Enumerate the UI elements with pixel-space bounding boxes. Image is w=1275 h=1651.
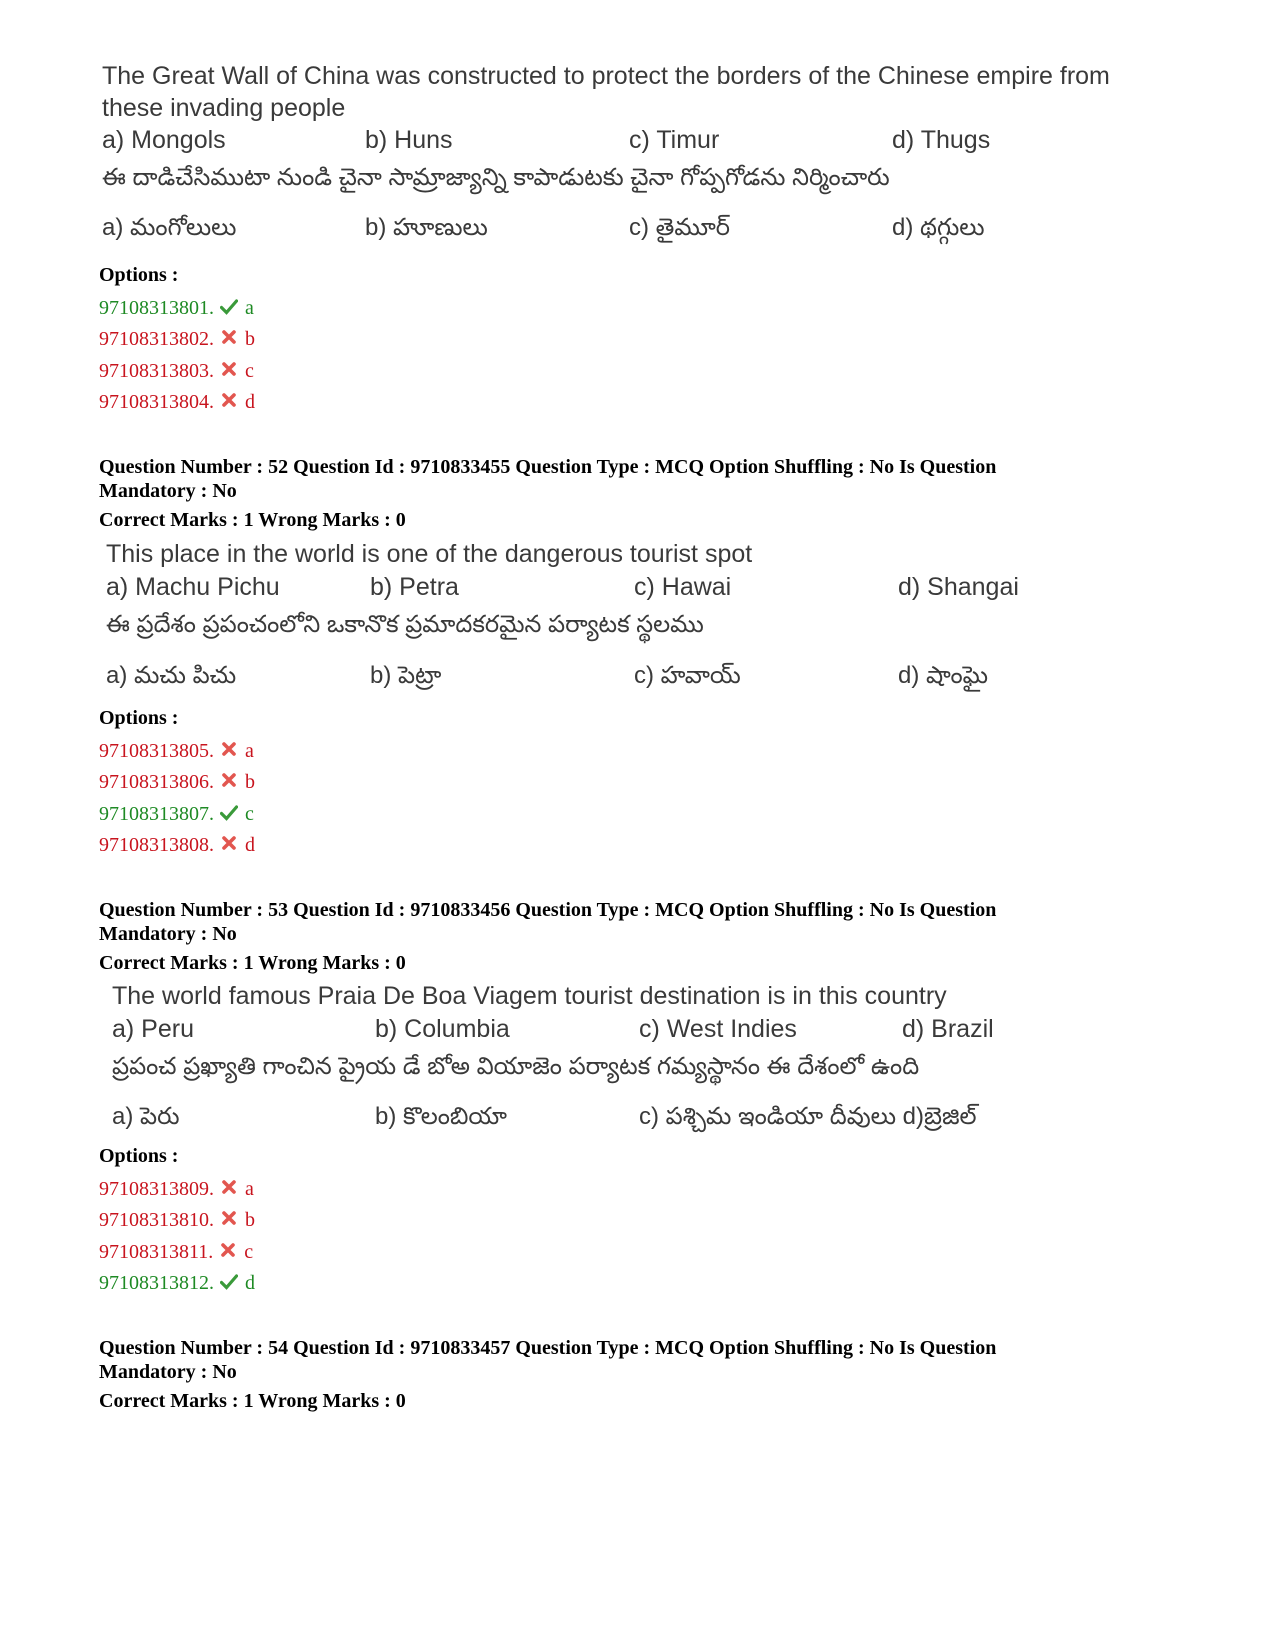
- q52-option-b: [99, 769, 255, 795]
- q53-option-a: [99, 1176, 254, 1202]
- q52-tel-a: a) మచు పిచు: [106, 662, 237, 689]
- q52-telugu-question: ఈ ప్రదేశం ప్రపంచంలోని ఒకానొక ప్రమాదకరమైన పర్యాటక స్థలము: [106, 611, 704, 638]
- option-id: 97108313802.: [99, 328, 214, 350]
- q51-option-b: [99, 326, 255, 352]
- cross-icon: [220, 835, 238, 853]
- q53-tel-c: c) పశ్చిమ ఇండియా దీవులు d)బ్రెజిల్: [639, 1103, 977, 1130]
- q51-question-line1: The Great Wall of China was constructed to protect the borders of the Chinese empire from: [102, 62, 1110, 90]
- q51-telugu-question: ఈ దాడిచేసిముటా నుండి చైనా సామ్రాజ్యాన్ని కాపాడుటకు చైనా గోప్పగోడను నిర్మించారు: [102, 164, 890, 191]
- q52-header-line1: Question Number : 52 Question Id : 9710833455 Question Type : MCQ Option Shuffling : No Is Question: [99, 456, 997, 478]
- q51-telugu-options: [102, 212, 1162, 244]
- q51-option-c: [99, 358, 254, 384]
- option-id: 97108313805.: [99, 740, 214, 762]
- q52-tel-b: b) పెట్రా: [370, 662, 442, 689]
- q52-opt-c: c) Hawai: [634, 573, 732, 601]
- option-letter: c: [245, 803, 254, 825]
- q52-tel-d: d) షాంఘై: [898, 662, 989, 689]
- q52-tel-c: c) హవాయ్: [634, 662, 741, 689]
- q52-question-line1: This place in the world is one of the dangerous tourist spot: [106, 540, 753, 568]
- check-icon: [220, 298, 238, 316]
- q53-telugu-question: ప్రపంచ ప్రఖ్యాతి గాంచిన ప్రైయ డే బోఅ వియాజెం పర్యాటక గమ్యస్థానం ఈ దేశంలో ఉంది: [112, 1053, 920, 1080]
- option-id: 97108313812.: [99, 1272, 214, 1294]
- q52-options-label: Options :: [99, 707, 179, 729]
- option-letter: b: [245, 1209, 255, 1231]
- q52-telugu-options: [106, 660, 1166, 692]
- cross-icon: [220, 741, 238, 759]
- q54-header-line1: Question Number : 54 Question Id : 9710833457 Question Type : MCQ Option Shuffling : No Is Question: [99, 1337, 997, 1359]
- option-id: 97108313808.: [99, 834, 214, 856]
- option-letter: d: [245, 1272, 255, 1294]
- option-letter: b: [245, 771, 255, 793]
- cross-icon: [220, 1210, 238, 1228]
- cross-icon: [220, 361, 238, 379]
- option-letter: b: [245, 328, 255, 350]
- q52-header-line2: Mandatory : No: [99, 480, 237, 502]
- q53-opt-d: d) Brazil: [902, 1015, 994, 1043]
- q51-options-label: Options :: [99, 264, 179, 286]
- q51-opt-d: d) Thugs: [892, 126, 991, 154]
- q52-english-options: [106, 571, 1166, 603]
- option-id: 97108313806.: [99, 771, 214, 793]
- option-id: 97108313810.: [99, 1209, 214, 1231]
- q53-marks: Correct Marks : 1 Wrong Marks : 0: [99, 952, 406, 974]
- q53-english-options: [112, 1013, 1172, 1045]
- q51-question-line2: these invading people: [102, 94, 346, 122]
- q52-marks: Correct Marks : 1 Wrong Marks : 0: [99, 509, 406, 531]
- option-letter: d: [245, 391, 255, 413]
- q52-option-d: [99, 832, 255, 858]
- check-icon: [220, 1273, 238, 1291]
- option-letter: c: [244, 1241, 254, 1263]
- q52-question-image: [102, 538, 1162, 698]
- option-id: 97108313807.: [99, 803, 214, 825]
- q53-options-label: Options :: [99, 1145, 179, 1167]
- q51-option-a: [99, 295, 254, 321]
- option-letter: a: [245, 740, 254, 762]
- cross-icon: [220, 392, 238, 410]
- q53-option-c: [99, 1239, 253, 1265]
- q53-opt-c: c) West Indies: [639, 1015, 797, 1043]
- q52-option-c: [99, 801, 254, 827]
- option-letter: c: [245, 360, 254, 382]
- q53-question-image: [108, 980, 1168, 1140]
- q53-header-line2: Mandatory : No: [99, 923, 237, 945]
- option-id: 97108313803.: [99, 360, 214, 382]
- check-icon: [220, 804, 238, 822]
- q54-header-line2: Mandatory : No: [99, 1361, 237, 1383]
- q51-tel-b: b) హూణులు: [365, 214, 488, 241]
- q51-opt-b: b) Huns: [365, 126, 453, 154]
- q53-question-line1: The world famous Praia De Boa Viagem tourist destination is in this country: [112, 982, 947, 1010]
- option-letter: a: [245, 297, 254, 319]
- q53-option-d: [99, 1270, 255, 1296]
- option-id: 97108313809.: [99, 1178, 214, 1200]
- cross-icon: [220, 329, 238, 347]
- option-letter: a: [245, 1178, 254, 1200]
- q53-option-b: [99, 1207, 255, 1233]
- option-id: 97108313801.: [99, 297, 214, 319]
- q51-option-d: [99, 389, 255, 415]
- q51-question-image: [98, 60, 1158, 260]
- q51-tel-c: c) తైమూర్: [629, 214, 730, 241]
- option-letter: d: [245, 834, 255, 856]
- cross-icon: [219, 1242, 237, 1260]
- q51-opt-c: c) Timur: [629, 126, 720, 154]
- q53-opt-b: b) Columbia: [375, 1015, 510, 1043]
- cross-icon: [220, 1179, 238, 1197]
- q51-english-options: [102, 124, 1162, 156]
- option-id: 97108313811.: [99, 1241, 214, 1263]
- q53-opt-a: a) Peru: [112, 1015, 194, 1043]
- q52-opt-b: b) Petra: [370, 573, 459, 601]
- q51-opt-a: a) Mongols: [102, 126, 226, 154]
- q51-tel-d: d) థగ్గులు: [892, 214, 985, 241]
- q53-tel-b: b) కొలంబియా: [375, 1103, 507, 1130]
- option-id: 97108313804.: [99, 391, 214, 413]
- q53-header-line1: Question Number : 53 Question Id : 9710833456 Question Type : MCQ Option Shuffling : No Is Question: [99, 899, 997, 921]
- q52-opt-d: d) Shangai: [898, 573, 1019, 601]
- q52-option-a: [99, 738, 254, 764]
- q51-tel-a: a) మంగోలులు: [102, 214, 237, 241]
- cross-icon: [220, 772, 238, 790]
- q54-marks: Correct Marks : 1 Wrong Marks : 0: [99, 1390, 406, 1412]
- q53-telugu-options: [112, 1101, 1172, 1133]
- q52-opt-a: a) Machu Pichu: [106, 573, 280, 601]
- q53-tel-a: a) పెరు: [112, 1103, 180, 1130]
